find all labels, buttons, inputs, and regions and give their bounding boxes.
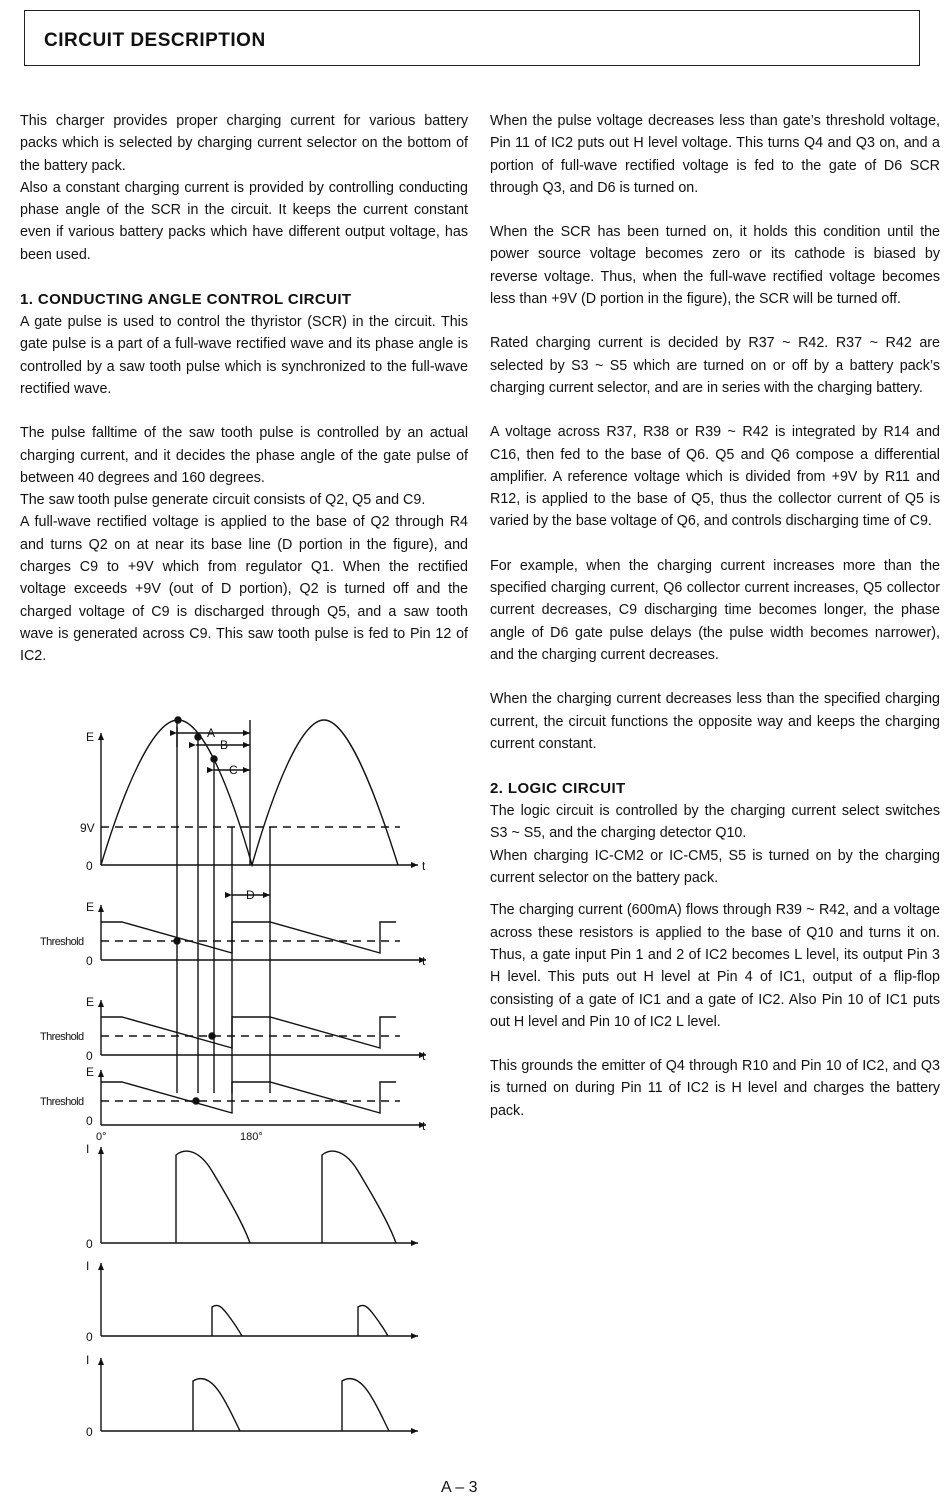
left-column: [20, 110, 468, 668]
section-1-heading: 1. CONDUCTING ANGLE CONTROL CIRCUIT: [20, 291, 352, 309]
rectified-wave-panel: [101, 717, 418, 865]
label-threshold-2: Threshold: [40, 1031, 84, 1043]
label-zero-5: 0: [86, 1237, 93, 1251]
s2-paragraph-2: When charging IC-CM2 or IC-CM5, S5 is turned on by the charging current selector on the battery pack.: [490, 847, 940, 887]
label-zero-7: 0: [86, 1425, 93, 1439]
r-paragraph-6: When the charging current decreases less than the specified charging current, the circuit functions the opposite way and keeps the charging current constant.: [490, 691, 940, 752]
label-c: C: [229, 763, 238, 777]
label-e-4: E: [86, 1065, 95, 1079]
label-zero-1: 0: [86, 859, 93, 873]
label-zero-2: 0: [86, 954, 93, 968]
sawtooth-panel-b: [101, 1000, 426, 1055]
label-zero-3: 0: [86, 1049, 93, 1063]
r-paragraph-4: A voltage across R37, R38 or R39 ~ R42 is integrated by R14 and C16, then fed to the base of Q6. Q5 and Q6 compose a differential amplifier. A reference voltage which is divided from +9V by R11 and R12, is applied to the base of Q5, thus the collector current of Q5 is varied by the base voltage of Q6, and controls discharging time of C9.: [490, 424, 940, 530]
r-paragraph-1: When the pulse voltage decreases less than gate’s threshold voltage, Pin 11 of IC2 puts out H level voltage. This turns Q4 and Q3 on, and a portion of full-wave rectified voltage is fed to the gate of D6 SCR through Q3, and D6 is turned on.: [490, 113, 940, 196]
section-2-heading: 2. LOGIC CIRCUIT: [490, 780, 626, 798]
label-zero-6: 0: [86, 1330, 93, 1344]
label-a: A: [207, 726, 216, 740]
intro-paragraph-1: This charger provides proper charging current for various battery packs which is selected by charging current selector on the bottom of the battery pack.: [20, 113, 468, 174]
right-column: [490, 110, 940, 1122]
waveform-diagram: [0, 715, 470, 1460]
s1-paragraph-4: A full-wave rectified voltage is applied to the base of Q2 through R4 and turns Q2 on at near its base line (D portion in the figure), and charges C9 to +9V which from regulator Q1. When the rectified voltage exceeds +9V (out of D portion), Q2 is turned off and the charged voltage of C9 is discharged through Q5, and a saw tooth wave is generated across C9. This saw tooth pulse is fed to Pin 12 of IC2.: [20, 514, 468, 665]
sawtooth-panel-c: [101, 1070, 426, 1125]
s1-paragraph-2: The pulse falltime of the saw tooth pulse is controlled by an actual charging current, and it decides the phase angle of the gate pulse of between 40 degrees and 160 degrees.: [20, 425, 468, 486]
r-paragraph-5: For example, when the charging current increases more than the specified charging current, Q6 collector current increases, Q5 collector current decreases, C9 discharging time becomes longer, the phase angle of D6 gate pulse delays (the pulse width becomes narrower), and the charging current decreases.: [490, 557, 940, 663]
page-number: A – 3: [441, 1479, 478, 1496]
title-box: [24, 10, 920, 66]
label-i-1: I: [86, 1142, 90, 1156]
r-paragraph-2: When the SCR has been turned on, it holds this condition until the power source voltage becomes zero or its cathode is biased by reverse voltage. Thus, when the full-wave rectified voltage becomes less than +9V (D portion in the figure), the SCR will be turned off.: [490, 224, 940, 308]
page-title: CIRCUIT DESCRIPTION: [44, 30, 266, 51]
current-panel-c: [101, 1358, 418, 1431]
sawtooth-panel-a: [101, 905, 426, 960]
label-i-2: I: [86, 1259, 90, 1273]
label-zero-4: 0: [86, 1114, 93, 1128]
s1-paragraph-1: A gate pulse is used to control the thyristor (SCR) in the circuit. This gate pulse is a part of a full-wave rectified wave and its phase angle is controlled by a saw tooth pulse which is synchronized to the full-wave rectified wave.: [20, 314, 468, 397]
label-e-2: E: [86, 900, 95, 914]
label-i-3: I: [86, 1353, 90, 1367]
label-180-deg: 180°: [240, 1131, 263, 1143]
current-panel-a: [101, 1147, 418, 1243]
label-e-1: E: [86, 730, 95, 744]
s2-paragraph-3: The charging current (600mA) flows through R39 ~ R42, and a voltage across these resistors is applied to the base of Q10 and turns it on. Thus, a gate input Pin 1 and 2 of IC2 becomes L level, its output Pin 3 H level. This puts out H level at Pin 4 of IC1, output of a flip-flop consisting of a gate of IC1 and a gate of IC2. Also Pin 10 of IC1 puts out H level and Pin 10 of IC2 L level.: [490, 902, 940, 1030]
label-threshold-1: Threshold: [40, 936, 84, 948]
label-threshold-3: Threshold: [40, 1096, 84, 1108]
s2-paragraph-1: The logic circuit is controlled by the charging current select switches S3 ~ S5, and the charging detector Q10.: [490, 803, 940, 842]
label-d: D: [246, 888, 255, 902]
s2-paragraph-4: This grounds the emitter of Q4 through R10 and Pin 10 of IC2, and Q3 is turned on during Pin 11 of IC2 is H level and charges the battery pack.: [490, 1058, 940, 1119]
label-t-2: t: [422, 954, 426, 968]
label-t-4: t: [422, 1119, 426, 1133]
label-e-3: E: [86, 995, 95, 1009]
s1-paragraph-3: The saw tooth pulse generate circuit consists of Q2, Q5 and C9.: [20, 492, 426, 509]
label-9v: 9V: [80, 821, 95, 835]
intro-paragraph-2: Also a constant charging current is provided by controlling conducting phase angle of the SCR in the circuit. It keeps the current constant even if various battery packs which have different output voltage, has been used.: [20, 179, 468, 263]
r-paragraph-3: Rated charging current is decided by R37 ~ R42. R37 ~ R42 are selected by S3 ~ S5 which are turned on or off by a battery pack’s charging current selector, and are in series with the charging battery.: [490, 335, 940, 396]
label-t-3: t: [422, 1049, 426, 1063]
label-b: B: [220, 738, 229, 752]
current-panel-b: [101, 1263, 418, 1336]
label-t-1: t: [422, 859, 426, 873]
label-0-deg: 0°: [96, 1131, 107, 1143]
